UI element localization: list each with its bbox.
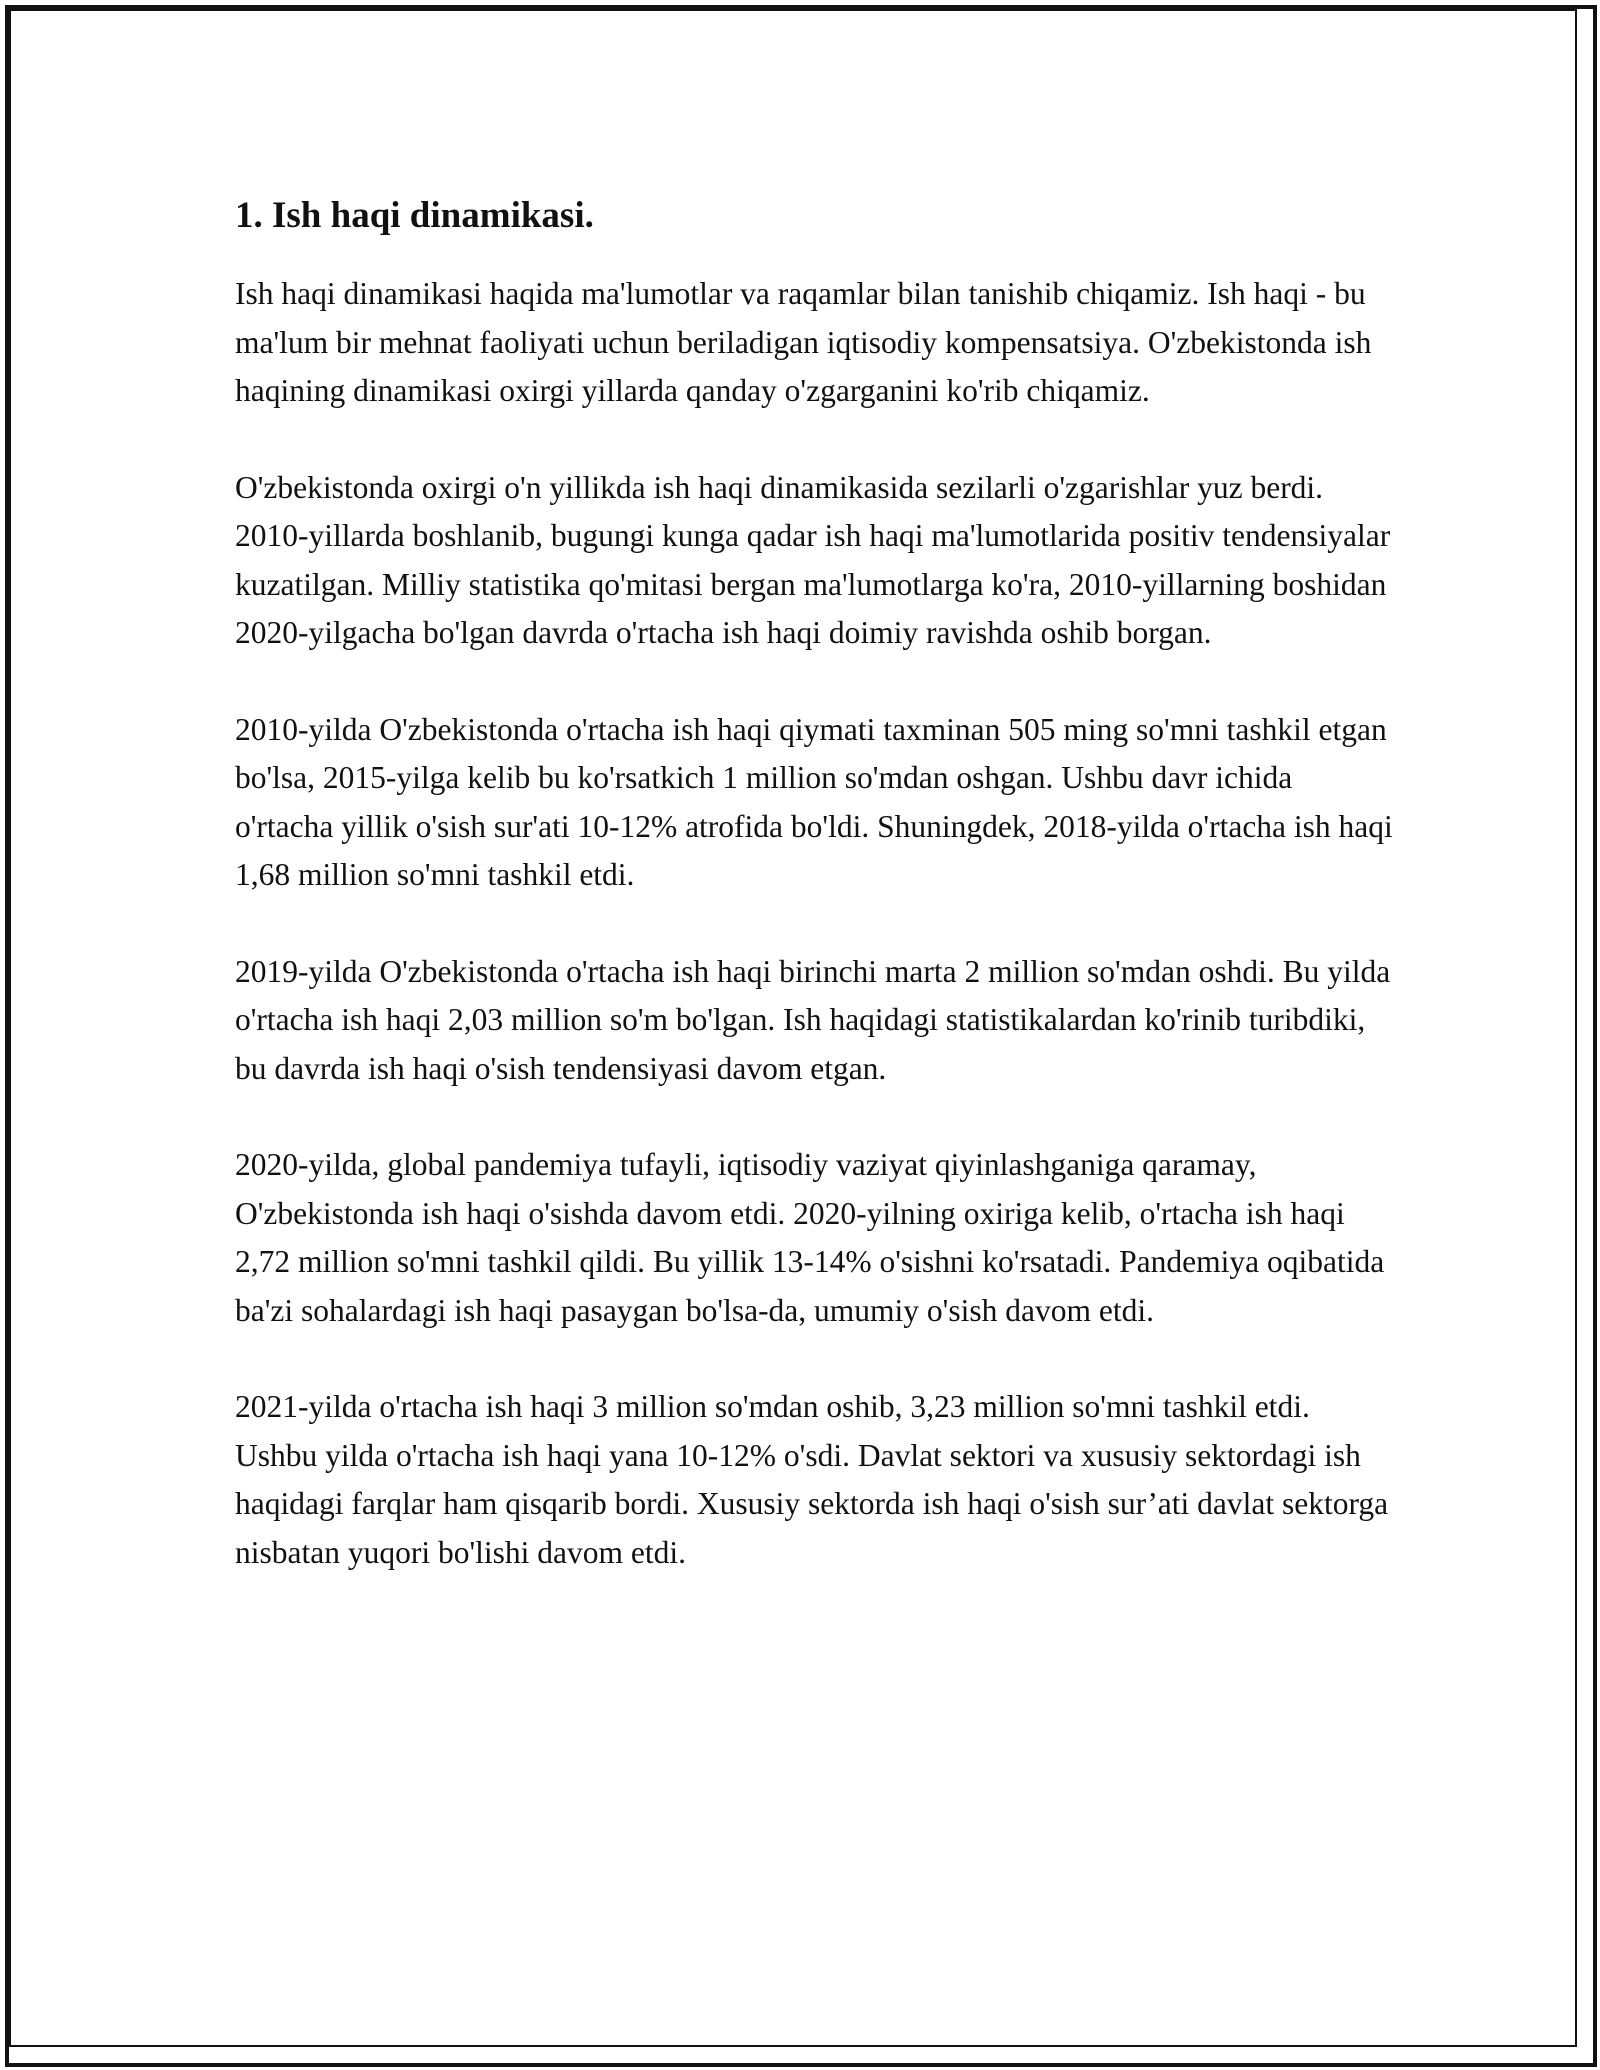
paragraph-6: 2021-yilda o'rtacha ish haqi 3 million so'mdan oshib, 3,23 million so'mni tashkil etdi. Ushbu yilda o'rtacha ish haqi yana 10-12% o'sdi. Davlat sektori va xususiy sektordagi ish haqidagi farqlar ham qisqarib bordi. Xususiy sektorda ish haqi o'sish sur’ati davlat sektorga nisbatan yuqori bo'lishi davom etdi. [235,1389,1389,1570]
paragraph-3: 2010-yilda O'zbekistonda o'rtacha ish haqi qiymati taxminan 505 ming so'mni tashkil etgan bo'lsa, 2015-yilga kelib bu ko'rsatkich 1 million so'mdan oshgan. Ushbu davr ichida o'rtacha yillik o'sish sur'ati 10-12% atrofida bo'ldi. Shuningdek, 2018-yilda o'rtacha ish haqi 1,68 million so'mni tashkil etdi. [235,711,1393,892]
paragraph-4: 2019-yilda O'zbekistonda o'rtacha ish haqi birinchi marta 2 million so'mdan oshdi. Bu yilda o'rtacha ish haqi 2,03 million so'm bo'lgan. Ish haqidagi statistikalardan ko'rinib turibdiki, bu davrda ish haqi o'sish tendensiyasi davom etgan. [235,953,1391,1086]
document-body [235,192,1395,1625]
section-heading: 1. Ish haqi dinamikasi. [235,195,594,236]
paragraph-1: Ish haqi dinamikasi haqida ma'lumotlar va raqamlar bilan tanishib chiqamiz. Ish haqi - bu ma'lum bir mehnat faoliyati uchun beriladigan iqtisodiy kompensatsiya. O'zbekistonda ish haqining dinamikasi oxirgi yillarda qanday o'zgarganini ko'rib chiqamiz. [235,276,1372,408]
paragraph-5: 2020-yilda, global pandemiya tufayli, iqtisodiy vaziyat qiyinlashganiga qaramay, O'zbekistonda ish haqi o'sishda davom etdi. 2020-yilning oxiriga kelib, o'rtacha ish haqi 2,72 million so'mni tashkil qildi. Bu yillik 13-14% o'sishni ko'rsatadi. Pandemiya oqibatida ba'zi sohalardagi ish haqi pasaygan bo'lsa-da, umumiy o'sish davom etdi. [235,1147,1385,1328]
paragraph-2: O'zbekistonda oxirgi o'n yillikda ish haqi dinamikasida sezilarli o'zgarishlar yuz berdi. 2010-yillarda boshlanib, bugungi kunga qadar ish haqi ma'lumotlarida positiv tendensiyalar kuzatilgan. Milliy statistika qo'mitasi bergan ma'lumotlarga ko'ra, 2010-yillarning boshidan 2020-yilgacha bo'lgan davrda o'rtacha ish haqi doimiy ravishda oshib borgan. [235,469,1391,650]
